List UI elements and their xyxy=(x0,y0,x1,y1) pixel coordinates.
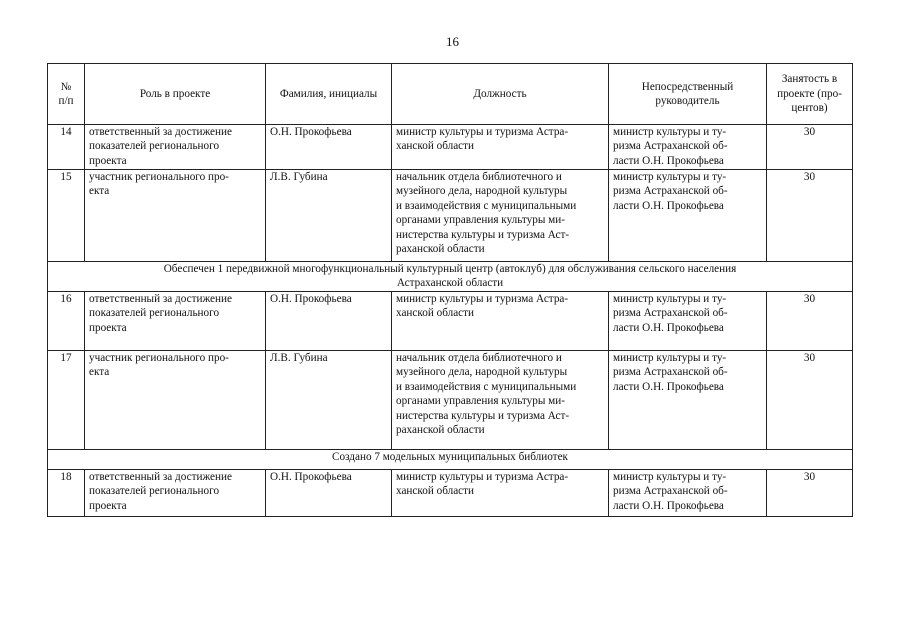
row-role: участник регионального про- екта xyxy=(85,170,266,262)
row-role: ответственный за достижение показателей регионального проекта xyxy=(85,292,266,351)
header-name: Фамилия, инициалы xyxy=(266,64,392,125)
row-role: ответственный за достижение показателей регионального проекта xyxy=(85,125,266,170)
row-name: Л.В. Губина xyxy=(266,351,392,450)
row-name: О.Н. Прокофьева xyxy=(266,470,392,517)
row-num: 15 xyxy=(48,170,85,262)
section-title: Создано 7 модельных муниципальных библиотек xyxy=(48,450,853,470)
row-name: Л.В. Губина xyxy=(266,170,392,262)
table-row xyxy=(48,170,853,262)
header-load: Занятость в проекте (про- центов) xyxy=(767,64,853,125)
row-load: 30 xyxy=(767,170,853,262)
table-header-row xyxy=(48,64,853,125)
header-supervisor: Непосредственный руководитель xyxy=(609,64,767,125)
row-name: О.Н. Прокофьева xyxy=(266,125,392,170)
row-position: министр культуры и туризма Астра- ханской области xyxy=(392,292,609,351)
row-position: министр культуры и туризма Астра- ханской области xyxy=(392,470,609,517)
project-team-table xyxy=(47,63,853,517)
row-name: О.Н. Прокофьева xyxy=(266,292,392,351)
row-position: министр культуры и туризма Астра- ханской области xyxy=(392,125,609,170)
row-num: 16 xyxy=(48,292,85,351)
row-supervisor: министр культуры и ту- ризма Астраханской об- ласти О.Н. Прокофьева xyxy=(609,170,767,262)
row-position: начальник отдела библиотечного и музейного дела, народной культуры и взаимодействия с муниципальными органами управления культуры ми- нистерства культуры и туризма Аст- раханской области xyxy=(392,351,609,450)
header-role: Роль в проекте xyxy=(85,64,266,125)
page-number: 16 xyxy=(446,34,459,49)
row-supervisor: министр культуры и ту- ризма Астраханской об- ласти О.Н. Прокофьева xyxy=(609,470,767,517)
header-num: № п/п xyxy=(48,64,85,125)
row-num: 17 xyxy=(48,351,85,450)
table-row xyxy=(48,351,853,450)
table-row xyxy=(48,125,853,170)
row-role: ответственный за достижение показателей регионального проекта xyxy=(85,470,266,517)
row-supervisor: министр культуры и ту- ризма Астраханской об- ласти О.Н. Прокофьева xyxy=(609,292,767,351)
header-position: Должность xyxy=(392,64,609,125)
section-row xyxy=(48,450,853,470)
section-row xyxy=(48,262,853,292)
table-row xyxy=(48,470,853,517)
row-load: 30 xyxy=(767,470,853,517)
row-load: 30 xyxy=(767,125,853,170)
table-row xyxy=(48,292,853,351)
row-supervisor: министр культуры и ту- ризма Астраханской об- ласти О.Н. Прокофьева xyxy=(609,125,767,170)
row-role: участник регионального про- екта xyxy=(85,351,266,450)
row-load: 30 xyxy=(767,351,853,450)
section-title: Обеспечен 1 передвижной многофункциональный культурный центр (автоклуб) для обслуживания сельского населения Астраханской области xyxy=(48,262,853,292)
row-num: 18 xyxy=(48,470,85,517)
row-num: 14 xyxy=(48,125,85,170)
row-supervisor: министр культуры и ту- ризма Астраханской об- ласти О.Н. Прокофьева xyxy=(609,351,767,450)
row-load: 30 xyxy=(767,292,853,351)
row-position: начальник отдела библиотечного и музейного дела, народной культуры и взаимодействия с муниципальными органами управления культуры ми- нистерства культуры и туризма Аст- раханской области xyxy=(392,170,609,262)
